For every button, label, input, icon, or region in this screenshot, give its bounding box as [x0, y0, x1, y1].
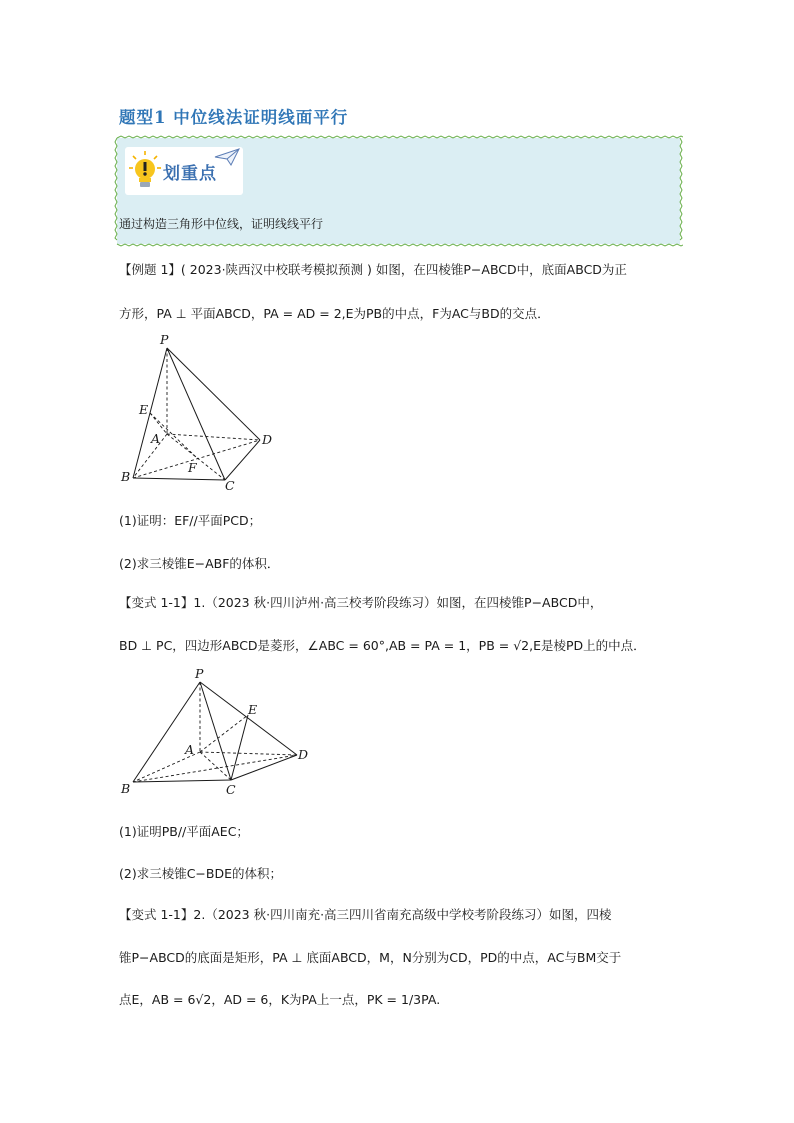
label-p: P [195, 666, 204, 681]
diag-bd [133, 755, 297, 782]
lightbulb-icon [128, 150, 162, 192]
label-a: A [185, 742, 195, 757]
variant1-line1: 【变式 1-1】1.（2023 秋·四川泸州·高三校考阶段练习）如图，在四棱锥P−ABCD中， [119, 595, 603, 610]
label-e: E [139, 402, 149, 417]
edge-cd [225, 440, 260, 480]
edge-pc [200, 682, 231, 780]
paper-plane-icon [213, 147, 241, 167]
label-d: D [262, 432, 273, 447]
key-point-badge [125, 147, 243, 195]
key-point-description: 通过构造三角形中位线，证明线线平行 [119, 217, 324, 231]
label-d: D [298, 747, 309, 762]
edge-pb [133, 682, 200, 782]
label-e: E [248, 702, 258, 717]
variant1-question2: (2)求三棱锥C−BDE的体积； [119, 866, 283, 881]
variant1-question1: (1)证明PB//平面AEC； [119, 824, 249, 839]
key-point-label: 划重点 [163, 164, 217, 184]
variant2-line3: 点E，AB = 6√2，AD = 6，K为PA上一点，PK = 1/3PA. [119, 992, 441, 1007]
label-c: C [226, 782, 236, 797]
label-p: P [160, 332, 169, 347]
label-f: F [188, 460, 197, 475]
label-b: B [121, 781, 131, 796]
edge-pd [167, 348, 260, 440]
edge-ad [167, 434, 260, 440]
variant2-line2: 锥P−ABCD的底面是矩形，PA ⊥ 底面ABCD，M，N分别为CD，PD的中点，AC与BM交于 [119, 950, 622, 965]
example1-line1: 【例题 1】( 2023·陕西汉中校联考模拟预测 ) 如图，在四棱锥P−ABCD中，底面ABCD为正 [119, 262, 627, 277]
section-title: 题型1 中位线法证明线面平行 [119, 108, 349, 127]
label-c: C [225, 478, 235, 493]
label-a: A [151, 431, 161, 446]
edge-ab [133, 434, 167, 478]
example1-pyramid-figure [115, 328, 285, 493]
variant2-line1: 【变式 1-1】2.（2023 秋·四川南充·高三四川省南充高级中学校考阶段练习）如图，四棱 [119, 907, 612, 922]
edge-pd [200, 682, 297, 755]
edge-bc [133, 478, 225, 480]
seg-ce [231, 715, 248, 780]
example1-line2: 方形，PA ⊥ 平面ABCD，PA = AD = 2,E为PB的中点，F为AC与BD的交点． [119, 306, 550, 321]
example1-question1: (1)证明：EF//平面PCD； [119, 513, 262, 528]
edge-ad [200, 752, 297, 755]
variant1-line2: BD ⊥ PC，四边形ABCD是菱形，∠ABC = 60°,AB = PA = 1，PB = √2,E是棱PD上的中点． [119, 638, 646, 653]
seg-ae [200, 715, 248, 752]
edge-cd [231, 755, 297, 780]
variant1-pyramid-figure [115, 662, 315, 802]
edge-bc [133, 780, 231, 782]
example1-question2: (2)求三棱锥E−ABF的体积． [119, 556, 280, 571]
label-b: B [121, 469, 131, 484]
